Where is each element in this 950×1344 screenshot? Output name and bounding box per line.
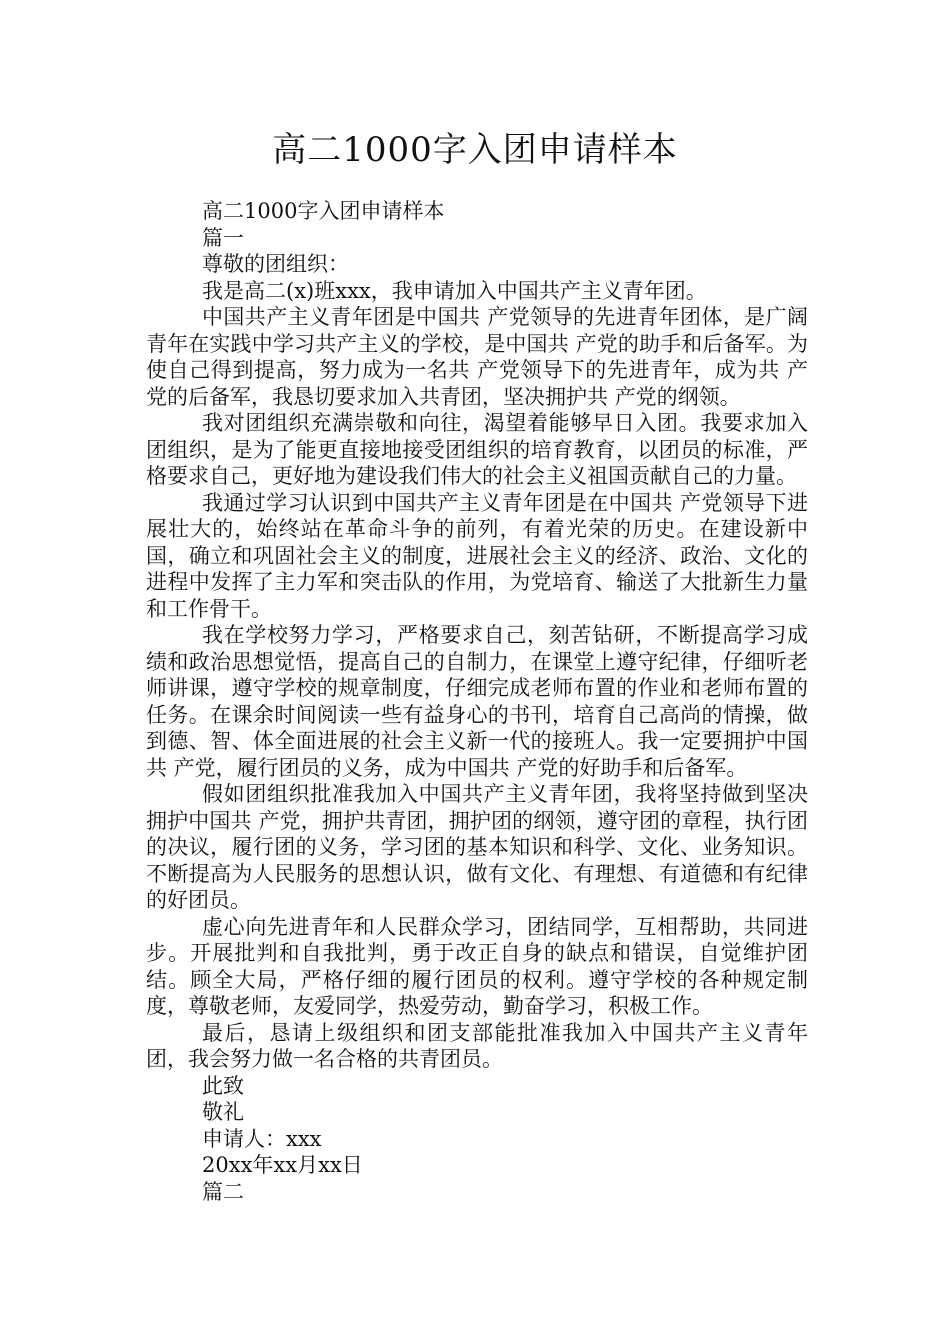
closing-regards: 敬礼 bbox=[202, 1100, 244, 1124]
applicant-signature: 申请人：xxx bbox=[202, 1126, 322, 1151]
paragraph: 我对团组织充满崇敬和向往，渴望着能够早日入团。我要求加入团组织，是为了能更直接地接受团组织的培育教育，以团员的标准，严格要求自己，更好地为建设我们伟大的社会主义祖国贡献自己的力量。 bbox=[146, 411, 808, 488]
subtitle: 高二1000字入团申请样本 bbox=[202, 199, 445, 223]
greeting: 尊敬的团组织： bbox=[202, 252, 349, 276]
document-body bbox=[146, 198, 808, 1205]
paragraph: 虚心向先进青年和人民群众学习，团结同学，互相帮助，共同进步。开展批判和自我批判，勇于改正自身的缺点和错误，自觉维护团结。顾全大局，严格仔细的履行团员的权利。遵守学校的各种规定制度，尊敬老师，友爱同学，热爱劳动，勤奋学习，积极工作。 bbox=[146, 914, 808, 1018]
paragraph: 最后，恳请上级组织和团支部能批准我加入中国共产主义青年团，我会努力做一名合格的共青团员。 bbox=[146, 1020, 808, 1071]
paragraph: 我通过学习认识到中国共产主义青年团是在中国共 产党领导下进展壮大的，始终站在革命斗争的前列，有着光荣的历史。在建设新中国，确立和巩固社会主义的制度，进展社会主义的经济、政治、文化的进程中发挥了主力军和突击队的作用，为党培育、输送了大批新生力量和工作骨干。 bbox=[146, 490, 808, 621]
section-heading-1: 篇一 bbox=[202, 225, 244, 250]
intro-line: 我是高二(x)班xxx，我申请加入中国共产主义青年团。 bbox=[202, 278, 707, 303]
section-heading-2: 篇二 bbox=[202, 1179, 244, 1204]
paragraph: 中国共产主义青年团是中国共 产党领导的先进青年团体，是广阔青年在实践中学习共产主义的学校，是中国共 产党的助手和后备军。为使自己得到提高，努力成为一名共 产党领导下的先进青年，成为共 产党的后备军，我恳切要求加入共青团，坚决拥护共 产党的纲领。 bbox=[146, 305, 808, 409]
document-title: 高二1000字入团申请样本 bbox=[272, 130, 678, 170]
closing-salutation: 此致 bbox=[202, 1073, 244, 1098]
paragraph: 我在学校努力学习，严格要求自己，刻苦钻研，不断提高学习成绩和政治思想觉悟，提高自己的自制力，在课堂上遵守纪律，仔细听老师讲课，遵守学校的规章制度，仔细完成老师布置的作业和老师布置的任务。在课余时间阅读一些有益身心的书刊，培育自己高尚的情操，做到德、智、体全面进展的社会主义新一代的接班人。我一定要拥护中国共 产党，履行团员的义务，成为中国共 产党的好助手和后备军。 bbox=[146, 623, 808, 780]
paragraph: 假如团组织批准我加入中国共产主义青年团，我将坚持做到坚决拥护中国共 产党，拥护共青团，拥护团的纲领，遵守团的章程，执行团的决议，履行团的义务，学习团的基本知识和科学、文化、业务知识。不断提高为人民服务的思想认识，做有文化、有理想、有道德和有纪律的好团员。 bbox=[146, 782, 808, 912]
date-line: 20xx年xx月xx日 bbox=[202, 1153, 363, 1177]
